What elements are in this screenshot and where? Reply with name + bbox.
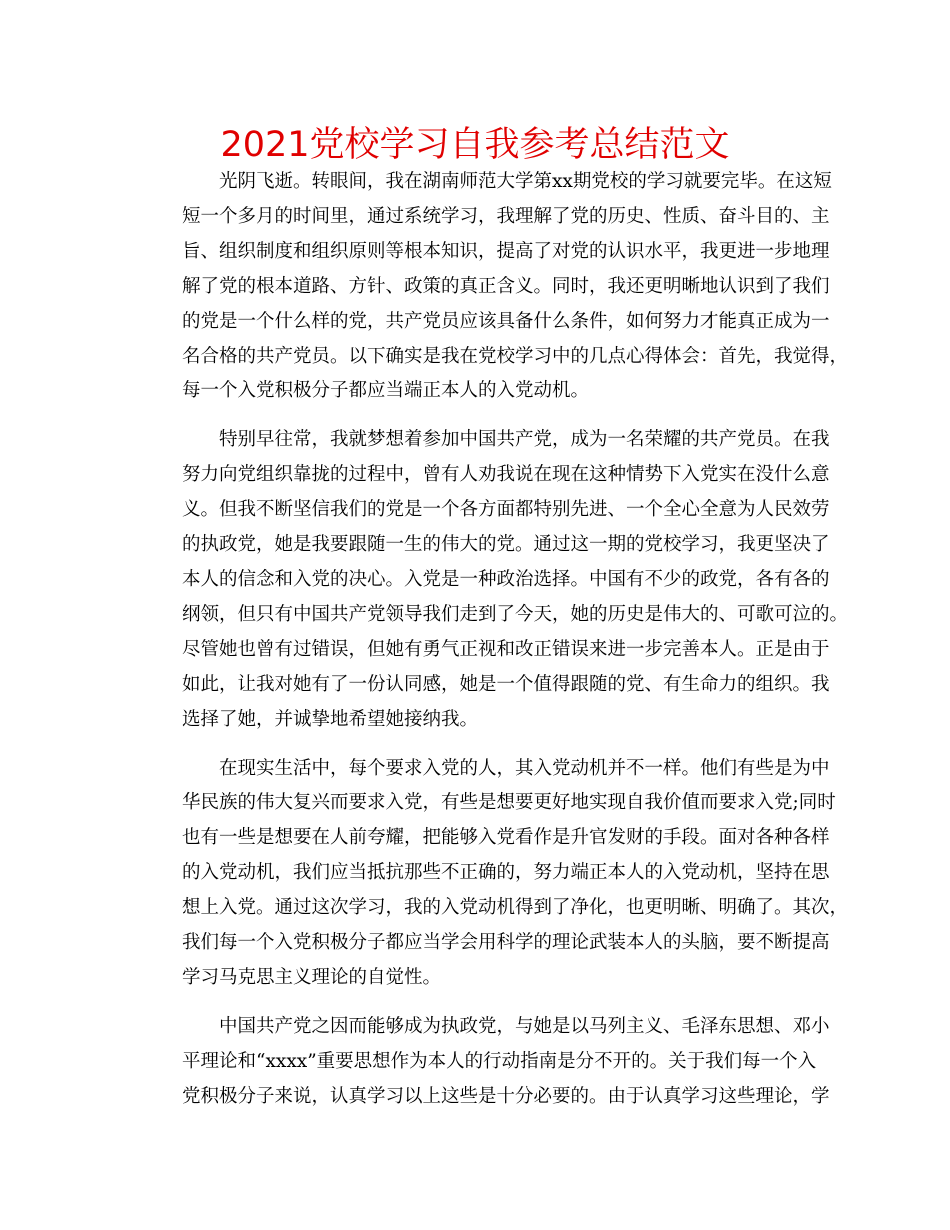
text-line: 努力向党组织靠拢的过程中，曾有人劝我说在现在这种情势下入党实在没什么意 [182,464,830,486]
text-line: 的执政党，她是我要跟随一生的伟大的党。通过这一期的党校学习，我更坚决了 [182,534,830,556]
paragraph-1 [145,165,849,409]
text-line: 也有一些是想要在人前夸耀，把能够入党看作是升官发财的手段。面对各种各样 [182,827,830,849]
text-line: 每一个入党积极分子都应当端正本人的入党动机。 [182,380,590,402]
text-line: 尽管她也曾有过错误，但她有勇气正视和改正错误来进一步完善本人。正是由于 [182,638,830,660]
text-line: 的党是一个什么样的党，共产党员应该具备什么条件，如何努力才能真正成为一 [182,310,830,332]
text-line: 中国共产党之因而能够成为执政党，与她是以马列主义、毛泽东思想、邓小 [219,1015,830,1037]
document-title: 2021党校学习自我参考总结范文 [220,125,730,165]
text-line: 我们每一个入党积极分子都应当学会用科学的理论武装本人的头脑，要不断提高 [182,932,830,954]
text-line: 平理论和“xxxx”重要思想作为本人的行动指南是分不开的。关于我们每一个入 [182,1050,817,1072]
paragraph-4 [145,1010,830,1115]
text-line: 学习马克思主义理论的自觉性。 [182,966,442,988]
paragraph-3 [145,752,849,996]
text-line: 旨、组织制度和组织原则等根本知识，提高了对党的认识水平，我更进一步地理 [182,240,830,262]
text-line: 名合格的共产党员。以下确实是我在党校学习中的几点心得体会：首先，我觉得， [182,345,849,367]
document-body [145,165,849,1115]
paragraph-2 [145,423,849,737]
text-line: 党积极分子来说，认真学习以上这些是十分必要的。由于认真学习这些理论，学 [182,1085,830,1107]
text-line: 特别早往常，我就梦想着参加中国共产党，成为一名荣耀的共产党员。在我 [219,429,830,451]
text-line: 想上入党。通过这次学习，我的入党动机得到了净化，也更明晰、明确了。其次， [182,897,849,919]
text-line: 纲领，但只有中国共产党领导我们走到了今天，她的历史是伟大的、可歌可泣的。 [182,603,849,625]
text-line: 如此，让我对她有了一份认同感，她是一个值得跟随的党、有生命力的组织。我 [182,673,830,695]
text-line: 选择了她，并诚挚地希望她接纳我。 [182,708,479,730]
text-line: 华民族的伟大复兴而要求入党，有些是想要更好地实现自我价值而要求入党;同时 [182,792,836,814]
text-line: 短一个多月的时间里，通过系统学习，我理解了党的历史、性质、奋斗目的、主 [182,205,830,227]
text-line: 解了党的根本道路、方针、政策的真正含义。同时，我还更明晰地认识到了我们 [182,275,830,297]
text-line: 的入党动机，我们应当抵抗那些不正确的，努力端正本人的入党动机，坚持在思 [182,862,830,884]
text-line: 在现实生活中，每个要求入党的人，其入党动机并不一样。他们有些是为中 [219,757,830,779]
text-line: 本人的信念和入党的决心。入党是一种政治选择。中国有不少的政党，各有各的 [182,568,830,590]
text-line: 光阴飞逝。转眼间，我在湖南师范大学第xx期党校的学习就要完毕。在这短 [219,171,832,192]
text-line: 义。但我不断坚信我们的党是一个各方面都特别先进、一个全心全意为人民效劳 [182,499,830,521]
